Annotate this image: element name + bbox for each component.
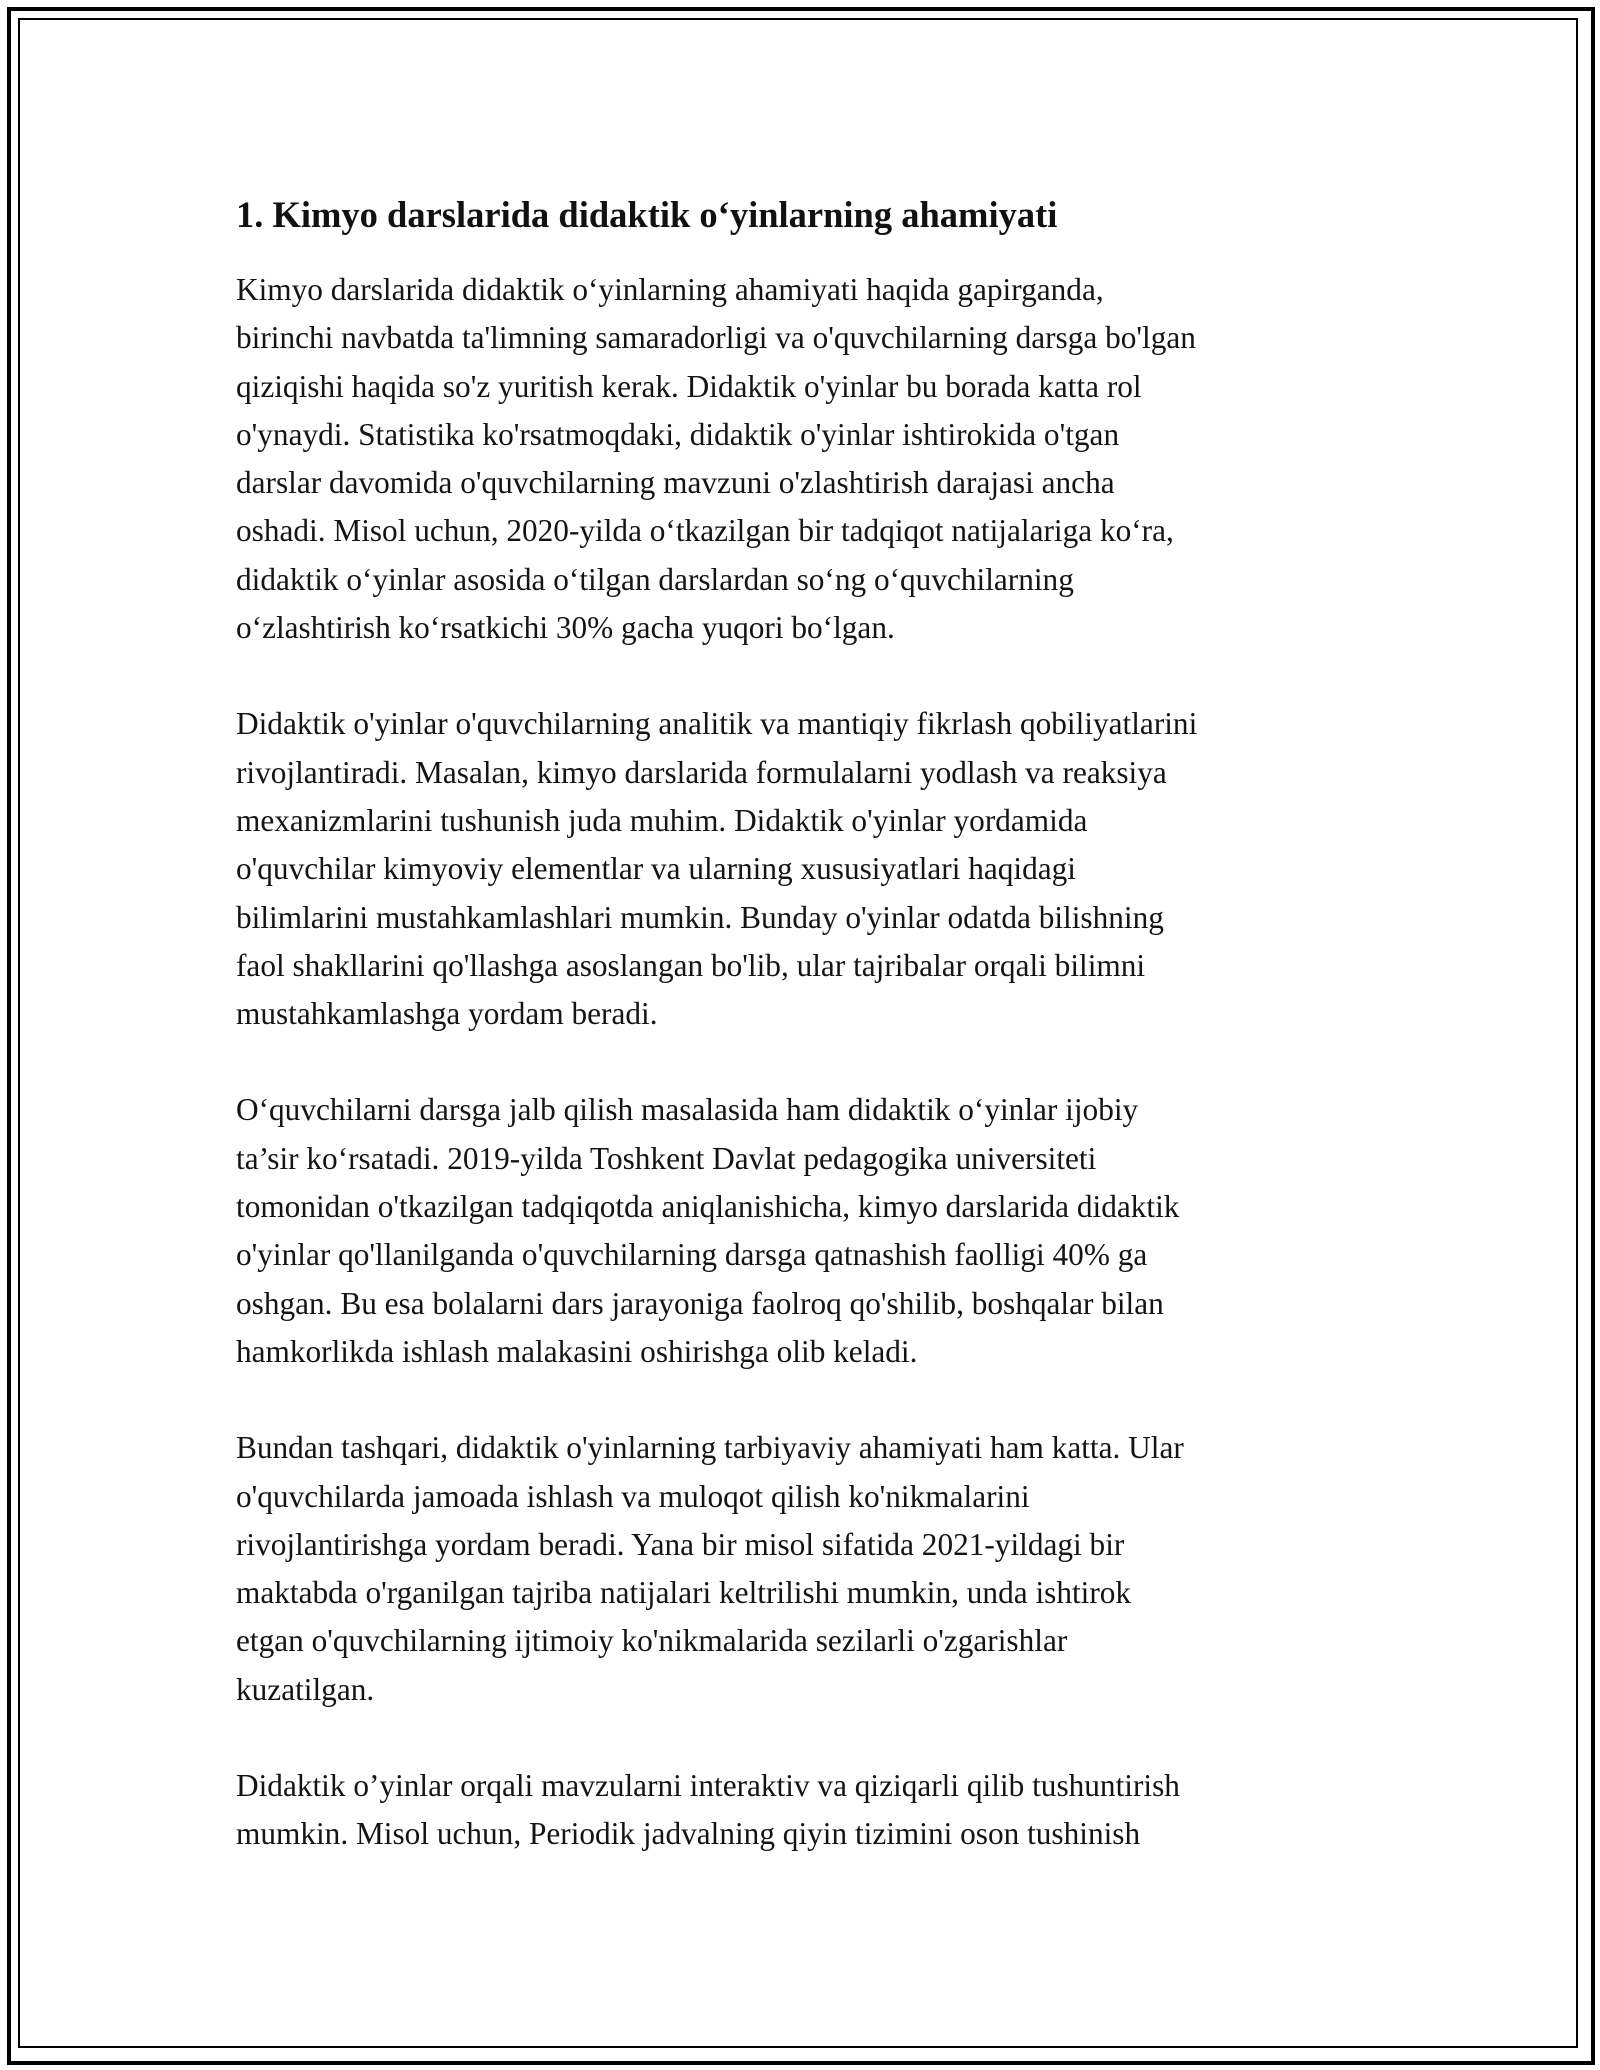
text-line: mustahkamlashga yordam beradi. [236, 996, 658, 1032]
paragraph-importance [236, 266, 1366, 652]
paragraph-educational-value [236, 1424, 1366, 1714]
text-line: tomonidan o'tkazilgan tadqiqotda aniqlanishicha, kimyo darslarida didaktik [236, 1189, 1180, 1225]
section-heading: 1. Kimyo darslarida didaktik o‘yinlarning ahamiyati [236, 194, 1058, 235]
text-line: o‘zlashtirish ko‘rsatkichi 30% gacha yuqori bo‘lgan. [236, 610, 895, 646]
text-line: o'ynaydi. Statistika ko'rsatmoqdaki, didaktik o'yinlar ishtirokida o'tgan [236, 416, 1120, 452]
text-line: o'yinlar qo'llanilganda o'quvchilarning darsga qatnashish faolligi 40% ga [236, 1237, 1148, 1273]
text-line: darslar davomida o'quvchilarning mavzuni o'zlashtirish darajasi ancha [236, 465, 1115, 501]
text-line: maktabda o'rganilgan tajriba natijalari keltrilishi mumkin, unda ishtirok [236, 1575, 1132, 1611]
text-line: mumkin. Misol uchun, Periodik jadvalning qiyin tizimini oson tushinish [236, 1816, 1141, 1852]
text-line: Didaktik o’yinlar orqali mavzularni interaktiv va qiziqarli qilib tushuntirish [236, 1768, 1180, 1804]
text-line: mexanizmlarini tushunish juda muhim. Didaktik o'yinlar yordamida [236, 802, 1088, 838]
text-line: ta’sir ko‘rsatadi. 2019-yilda Toshkent Davlat pedagogika universiteti [236, 1140, 1097, 1176]
text-line: oshgan. Bu esa bolalarni dars jarayoniga faolroq qo'shilib, boshqalar bilan [236, 1285, 1164, 1321]
text-line: o'quvchilarda jamoada ishlash va muloqot qilish ko'nikmalarini [236, 1478, 1030, 1514]
text-line: Didaktik o'yinlar o'quvchilarning analitik va mantiqiy fikrlash qobiliyatlarini [236, 706, 1198, 742]
text-line: bilimlarini mustahkamlashlari mumkin. Bunday o'yinlar odatda bilishning [236, 899, 1164, 935]
paragraph-thinking-skills [236, 700, 1366, 1038]
text-line: faol shakllarini qo'llashga asoslangan bo'lib, ular tajribalar orqali bilimni [236, 947, 1146, 983]
text-line: rivojlantiradi. Masalan, kimyo darslarida formulalarni yodlash va reaksiya [236, 754, 1167, 790]
text-line: O‘quvchilarni darsga jalb qilish masalasida ham didaktik o‘yinlar ijobiy [236, 1092, 1139, 1128]
text-line: etgan o'quvchilarning ijtimoiy ko'nikmalarida sezilarli o'zgarishlar [236, 1623, 1068, 1659]
text-line: qiziqishi haqida so'z yuritish kerak. Didaktik o'yinlar bu borada katta rol [236, 368, 1142, 404]
text-line: kuzatilgan. [236, 1671, 375, 1707]
text-line: o'quvchilar kimyoviy elementlar va ularning xususiyatlari haqidagi [236, 851, 1077, 887]
text-line: hamkorlikda ishlash malakasini oshirishga olib keladi. [236, 1333, 918, 1369]
text-line: Bundan tashqari, didaktik o'yinlarning tarbiyaviy ahamiyati ham katta. Ular [236, 1430, 1184, 1466]
text-line: didaktik o‘yinlar asosida o‘tilgan darslardan so‘ng o‘quvchilarning [236, 561, 1074, 597]
paragraph-interactive [236, 1762, 1366, 1859]
document-body [236, 186, 1366, 1859]
text-line: rivojlantirishga yordam beradi. Yana bir misol sifatida 2021-yildagi bir [236, 1526, 1125, 1562]
text-line: oshadi. Misol uchun, 2020-yilda o‘tkazilgan bir tadqiqot natijalariga ko‘ra, [236, 513, 1174, 549]
paragraph-engagement [236, 1086, 1366, 1376]
text-line: birinchi navbatda ta'limning samaradorligi va o'quvchilarning darsga bo'lgan [236, 320, 1196, 356]
text-line: Kimyo darslarida didaktik o‘yinlarning ahamiyati haqida gapirganda, [236, 272, 1104, 307]
